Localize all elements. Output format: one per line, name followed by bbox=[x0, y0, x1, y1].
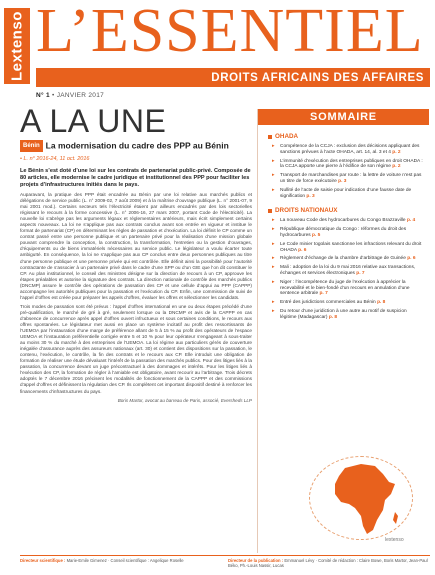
sommaire-category bbox=[268, 133, 429, 140]
arrow-right-icon: ▸ bbox=[272, 307, 275, 314]
africa-continent-icon bbox=[303, 454, 423, 546]
arrow-right-icon: ▸ bbox=[272, 172, 275, 179]
arrow-right-icon: ▸ bbox=[272, 278, 275, 285]
main-article bbox=[20, 104, 252, 403]
masthead-title: L’ESSENTIEL bbox=[36, 2, 424, 60]
item-page: p. 6 bbox=[298, 247, 307, 253]
item-page: p. 4 bbox=[406, 218, 416, 224]
article-paragraph: Trois modes de passation sont été prévus : l’appel d’offres international en une ou deux étapes précédé d’une pré-qualification, le marché de gré à gré, seulement lorsque ou la DNCMP et avis de la CAPPP en cas d’absence de concurrence après appel d’offres ouvert infructueux et sous certaines conditions, le recours aux offres spontanées. Le législateur met aussi en place un système incitatif au profit des ressortissants de l’UEMOA par l’instauration d’une marge de préférence allant de 5 à 15 % au profit des opérateurs de l’espace UEMOA et l’instauration préférentielle corrigée entre 5 et 10 % pour leur opérateur s’engageant à sous-traiter au moins 30 % du marché à des entreprises de l’UEMOA. La loi régime aux particuliers gérés de couverture inégalée d’assurance auprès des assureurs nationaux (art. 30) et contient des dispositions sur la passation, le contenu, l’exécution, le contrôle, la fin des contrats et le recours aux CP. Elle introduit une obligation de formation de réaliser une étude dévaluant l’intérêt de la passation des marchés publics. Pour des litiges liés à la passation, la concurrence devant un juge précontractuel à des dommages et intérêts. Pour les litiges liés à l’exécution des CP, la formation de régler à l’amiable est obligatoire, avant recourir au l’arbitrage. Trois décrets adoptés le 7 décembre 2016 précisent les modalités de fonctionnement de la CAPPP et des commissions d’appel d’offres et définissent la régulation des CP. Ils complètent cet important dispositif destiné à renforcer les financements d’infrastructures du pays. bbox=[20, 303, 252, 394]
square-bullet-icon bbox=[268, 135, 272, 139]
item-page: p. 7 bbox=[356, 270, 365, 276]
item-page: p. 3 bbox=[338, 178, 347, 184]
article-signature: Boris Martor, avocat au barreau de Paris, associé, Eversheds LLP bbox=[117, 397, 252, 403]
arrow-right-icon: ▸ bbox=[272, 299, 275, 306]
country-tag: Bénin bbox=[20, 140, 43, 152]
arrow-right-icon: ▸ bbox=[272, 186, 275, 193]
africa-map-illustration bbox=[303, 454, 423, 546]
arrow-right-icon: ▸ bbox=[272, 226, 275, 233]
item-text: L’immunité d’exécution des entreprises publiques en droit OHADA : la CCJA apporte une pierre à l’édifice de son régime bbox=[280, 158, 423, 170]
item-text: La nouveau Code des hydrocarbures du Congo Brazzaville bbox=[280, 218, 406, 224]
sommaire-item[interactable] bbox=[272, 186, 423, 200]
article-paragraph: Auparavant, la pratique des PPP était encadrée au Bénin par une loi relative aux marchés publics et délégations de service public (L. n° 2009-02, 7 août 2009) et à la maîtrise d’ouvrage publique (L. n° 2001-07, 9 mai 2001 mod.). Certains secteurs tels l’électricité étaient par ailleurs encadrés par des lois sectorielles régissant le recours à la forme concessive (L. n° 2006-16, 27 mars 2007, portant Code de l’électricité). La nouvelle loi s’abrège pas les arguments légaux et réglementaires antérieurs, mais écrit simplement certains aspects nouveaux. La loi ne s’applique pas aux contrats conclus avant son entrée en vigueur et institue le format de partenariat (CP) en déterminant les règles de passation et d’exécution. La loi définit le CP comme un contrat passé entre une personne publique et un partenaire privé pour la réalisation d’une mission globale pouvant comprendre la conception, la construction, la transformation, l’entretien ou la gestion d’ouvrages, d’équipements ou de biens immatériels nécessaires au service public. Le législateur a voulu écarter toute ambiguïté. En conséquence, la loi ne s’applique pas aux CP conclus entre deux personnes publiques au titre d’une personne publique et une personne privée qui est contrôlée. Elle définit ainsi la possibilité pour l’autorité contractante de s’associer à un partenaire privé dans le cadre d’une SPP ou d’un GIE que l’on dit constituer le CP. Au plan institutionnel, le conseil des ministres désigne sur la direction de recours à un CP, approuve les étapes préalables et autorise la signature des contrats. La direction nationale de contrôle des marchés publics (DNCMP) assure le contrôle des opérations de passation des CP et une cellule d’appui au PPP (CAPPP) accompagne les autorités publiques pour la passation et l’exécution du CP. Enfin, une commission de suivi de l’appel d’offres est créée pour préparer les appels d’offres, évaluer les offres et sélectionner les candidats. bbox=[20, 192, 252, 300]
item-text: Nullité de l’acte de saisie pour indication d’une fausse date de signification bbox=[280, 187, 412, 199]
item-text: Le Code minier togolais sanctionne les infractions relevant du droit OHADA bbox=[280, 241, 422, 253]
sommaire-item[interactable] bbox=[272, 172, 423, 185]
item-page: p. 5 bbox=[312, 232, 321, 238]
item-page: p. 2 bbox=[392, 149, 401, 155]
sommaire-item[interactable] bbox=[272, 255, 423, 262]
masthead-subtitle: DROITS AFRICAINS DES AFFAIRES bbox=[211, 71, 424, 84]
item-text: Entré des juridictions commerciales au Bénin bbox=[280, 300, 376, 306]
law-reference: • L. n° 2016-24, 11 oct. 2016 bbox=[20, 156, 90, 162]
article-lead: Le Bénin s’est doté d’une loi sur les contrats de partenariat public-privé. Composée de 80 articles, elle modernise le cadre juridique et institutionnel des PPP pour faciliter les projets d’infrastructures initiés dans le pays. bbox=[20, 168, 251, 188]
item-page: p. 3 bbox=[306, 193, 315, 199]
masthead-subtitle-bar bbox=[36, 68, 430, 87]
footer-column bbox=[228, 558, 430, 569]
footer-label: Directeur de la publication : bbox=[228, 558, 284, 563]
sommaire-item[interactable] bbox=[272, 240, 423, 254]
sommaire-item[interactable] bbox=[272, 226, 423, 239]
item-text: Règlement d’échange de la chambre d’arbitrage de Guinée bbox=[280, 256, 406, 262]
section-title: A LA UNE bbox=[20, 103, 167, 139]
arrow-right-icon: ▸ bbox=[272, 255, 275, 262]
item-text: Transport de marchandises par route : la lettre de voiture n’est pas un titre de force exécutoire bbox=[280, 173, 422, 184]
category-label: OHADA bbox=[275, 133, 299, 140]
item-page: p. 8 bbox=[377, 300, 386, 306]
arrow-right-icon: ▸ bbox=[272, 217, 275, 224]
article-title: La modernisation du cadre des PPP au Bénin bbox=[45, 140, 229, 151]
arrow-right-icon: ▸ bbox=[272, 157, 275, 164]
item-text: Du retour d’une juridiction à une autre au motif de suspicion légitime (Madagascar) bbox=[280, 308, 407, 320]
sommaire-item[interactable] bbox=[272, 157, 423, 171]
issue-number: N° 1 bbox=[36, 92, 50, 99]
sommaire-heading: SOMMAIRE bbox=[258, 109, 429, 125]
sommaire-item[interactable] bbox=[272, 264, 423, 277]
item-text: Niger : l’incompétence du juge de l’exécution à apprécier la recevabilité et le bien-fondé d’un recours en annulation d’une sentence arbitrale bbox=[280, 279, 410, 297]
item-page: p. 6 bbox=[407, 256, 416, 262]
partner-logo: lextenso bbox=[385, 537, 404, 543]
sommaire-item[interactable] bbox=[272, 299, 423, 306]
footer-credits bbox=[20, 555, 430, 569]
issue-date: JANVIER 2017 bbox=[56, 92, 105, 99]
arrow-right-icon: ▸ bbox=[272, 240, 275, 247]
footer-label: Directeur scientifique : bbox=[20, 558, 66, 563]
sommaire-category bbox=[268, 207, 429, 214]
item-text: Compétence de la CCJA : exclusion des décisions appliquant des sanctions prévues à l’acte OHADA, art. 14, al. 3 et 4 bbox=[280, 144, 420, 155]
sommaire-item[interactable] bbox=[272, 307, 423, 321]
arrow-right-icon: ▸ bbox=[272, 264, 275, 271]
item-text: République démocratique du Congo : réformes du droit des hydrocarbures bbox=[280, 227, 407, 238]
issue-separator: • bbox=[49, 92, 57, 99]
item-page: p. 2 bbox=[392, 164, 401, 170]
item-page: p. 8 bbox=[328, 314, 338, 320]
item-page: p. 7 bbox=[319, 291, 328, 297]
category-label: DROITS NATIONAUX bbox=[275, 207, 338, 215]
item-text: Mali : adoption de la loi du 9 mai 2016 relative aux transactions, échanges et services électroniques bbox=[280, 265, 416, 276]
square-bullet-icon bbox=[268, 209, 272, 213]
lextenso-brand-vertical: Lextenso bbox=[4, 8, 30, 84]
footer-column bbox=[20, 558, 222, 569]
sommaire-item[interactable] bbox=[272, 143, 423, 156]
arrow-right-icon: ▸ bbox=[272, 143, 275, 149]
article-title-line bbox=[20, 140, 252, 152]
sommaire-item[interactable] bbox=[272, 217, 423, 224]
sommaire-item[interactable] bbox=[272, 278, 423, 297]
footer-value: Marie-Emile Gimenez · Conseil scientifique : Angelique Roselle bbox=[66, 558, 184, 563]
issue-line bbox=[36, 92, 104, 99]
footer-value: Emmanuel Lévy · Comité de rédaction : Claire Bowe, Boris Martor, Jean-Paul Béko, Ph.-Louis Nassir, Lucas bbox=[228, 558, 428, 569]
